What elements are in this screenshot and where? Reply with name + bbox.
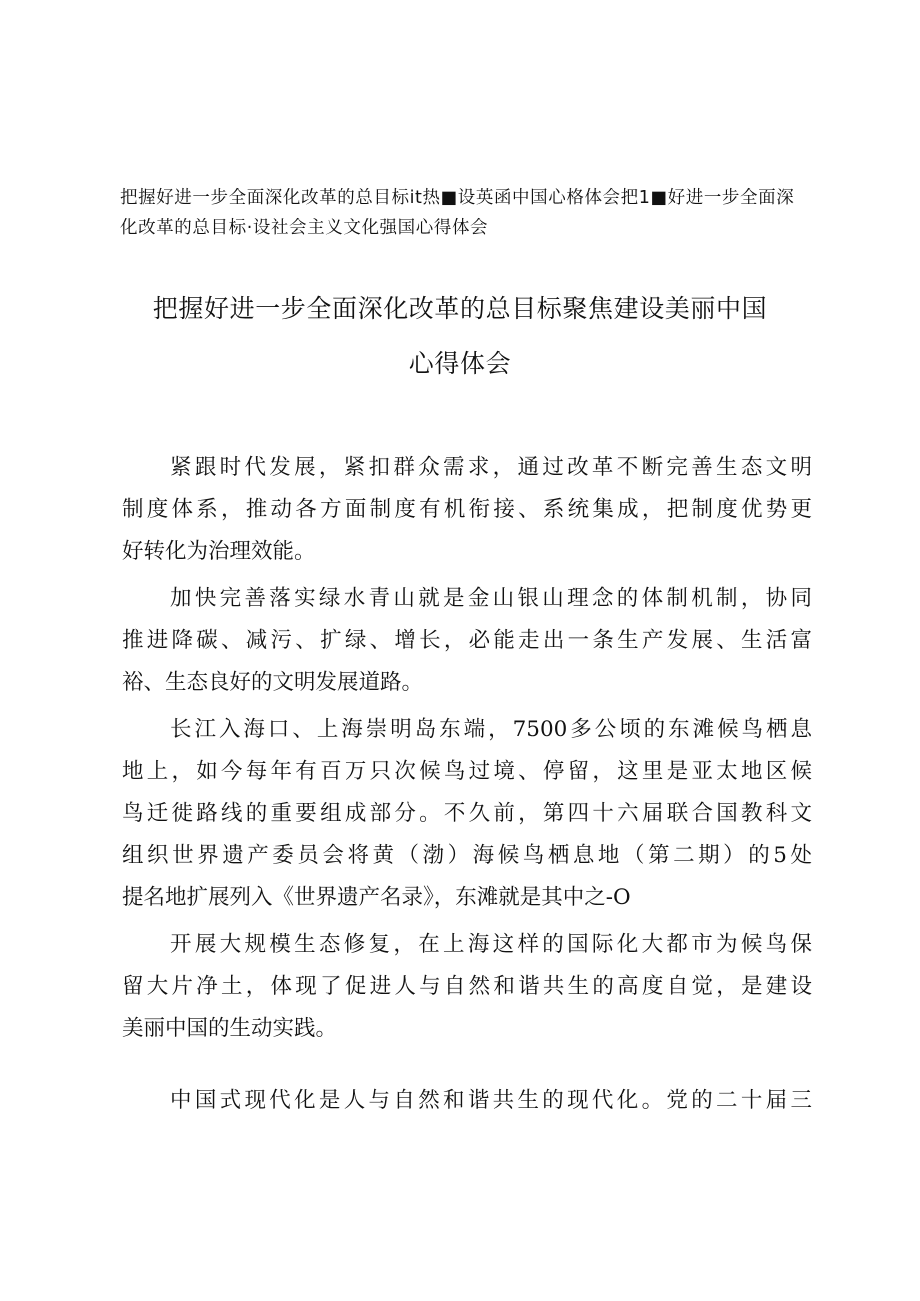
paragraph-4-line-1: 开展大规模生态修复，在上海这样的国际化大都市为候鸟保 — [170, 932, 812, 957]
paragraph-3-line-5: 提名地扩展列入《世界遗产名录》，东滩就是其中之-O — [122, 885, 631, 910]
title-line-2: 心得体会 — [408, 349, 512, 378]
paragraph-3-line-4: 组织世界遗产委员会将黄（渤）海候鸟栖息地（第二期）的5处 — [122, 843, 812, 868]
paragraph-2-line-3: 裕、生态良好的文明发展道路。 — [122, 670, 424, 695]
paragraph-1-line-2: 制度体系，推动各方面制度有机衔接、系统集成，把制度优势更 — [122, 497, 812, 522]
header-line-1: 把握好进一步全面深化改革的总目标it热■设英函中国心格体会把1■好进一步全面深 — [120, 188, 795, 208]
paragraph-5-line-1: 中国式现代化是人与自然和谐共生的现代化。党的二十届三 — [170, 1088, 812, 1113]
title-line-1: 把握好进一步全面深化改革的总目标聚焦建设美丽中国 — [152, 294, 768, 323]
paragraph-2-line-2: 推进降碳、减污、扩绿、增长，必能走出一条生产发展、生活富 — [122, 628, 812, 653]
paragraph-4-line-2: 留大片净土，体现了促进人与自然和谐共生的高度自觉，是建设 — [122, 974, 812, 999]
header-line-2: 化改革的总目标·设社会主义文化强国心得体会 — [120, 218, 489, 238]
paragraph-4-line-3: 美丽中国的生动实践。 — [122, 1016, 338, 1041]
paragraph-2-line-1: 加快完善落实绿水青山就是金山银山理念的体制机制，协同 — [170, 586, 812, 611]
paragraph-1-line-3: 好转化为治理效能。 — [122, 539, 316, 564]
paragraph-3-line-3: 鸟迁徙路线的重要组成部分。不久前，第四十六届联合国教科文 — [122, 801, 812, 826]
paragraph-1-line-1: 紧跟时代发展，紧扣群众需求，通过改革不断完善生态文明 — [170, 455, 812, 480]
paragraph-3-line-2: 地上，如今每年有百万只次候鸟过境、停留，这里是亚太地区候 — [122, 759, 812, 784]
paragraph-3-line-1: 长江入海口、上海崇明岛东端，7500多公顷的东滩候鸟栖息 — [170, 717, 812, 742]
